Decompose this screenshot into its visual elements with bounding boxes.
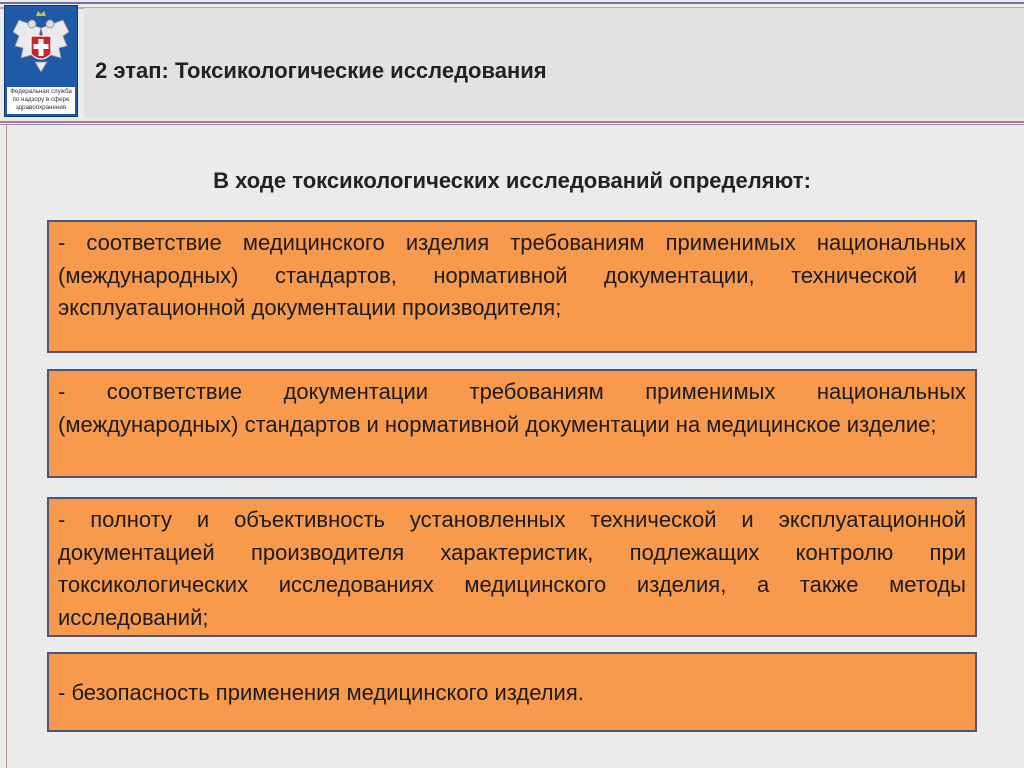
double-headed-eagle-emblem-icon [5, 6, 77, 90]
header-divider [0, 121, 1024, 123]
criteria-text: - соответствие документации требованиям применимых национальных (международных) стандартов и нормативной документации на медицинское изделие; [58, 379, 966, 437]
criteria-box [47, 652, 977, 732]
section-subtitle: В ходе токсикологических исследований определяют: [213, 168, 811, 193]
criteria-text: - полноту и объективность установленных технической и эксплуатационной документацией производителя характеристик, подлежащих контролю при токсикологических исследованиях медицинского изделия, а также методы исследований; [58, 507, 966, 630]
page-title: 2 этап: Токсикологические исследования [95, 58, 547, 83]
logo-caption: Федеральная служба по надзору в сфере здравоохранения [7, 87, 75, 114]
top-divider-blue [0, 2, 1024, 4]
criteria-box [47, 220, 977, 353]
agency-logo [4, 5, 78, 117]
criteria-text: - безопасность применения медицинского изделия. [58, 680, 584, 705]
criteria-text: - соответствие медицинского изделия требованиям применимых национальных (международных) стандартов, нормативной документации, технической и эксплуатационной документации производителя; [58, 230, 966, 320]
criteria-box [47, 497, 977, 637]
left-vertical-rule [6, 125, 7, 768]
criteria-box [47, 369, 977, 478]
header-divider-secondary [0, 124, 1024, 125]
